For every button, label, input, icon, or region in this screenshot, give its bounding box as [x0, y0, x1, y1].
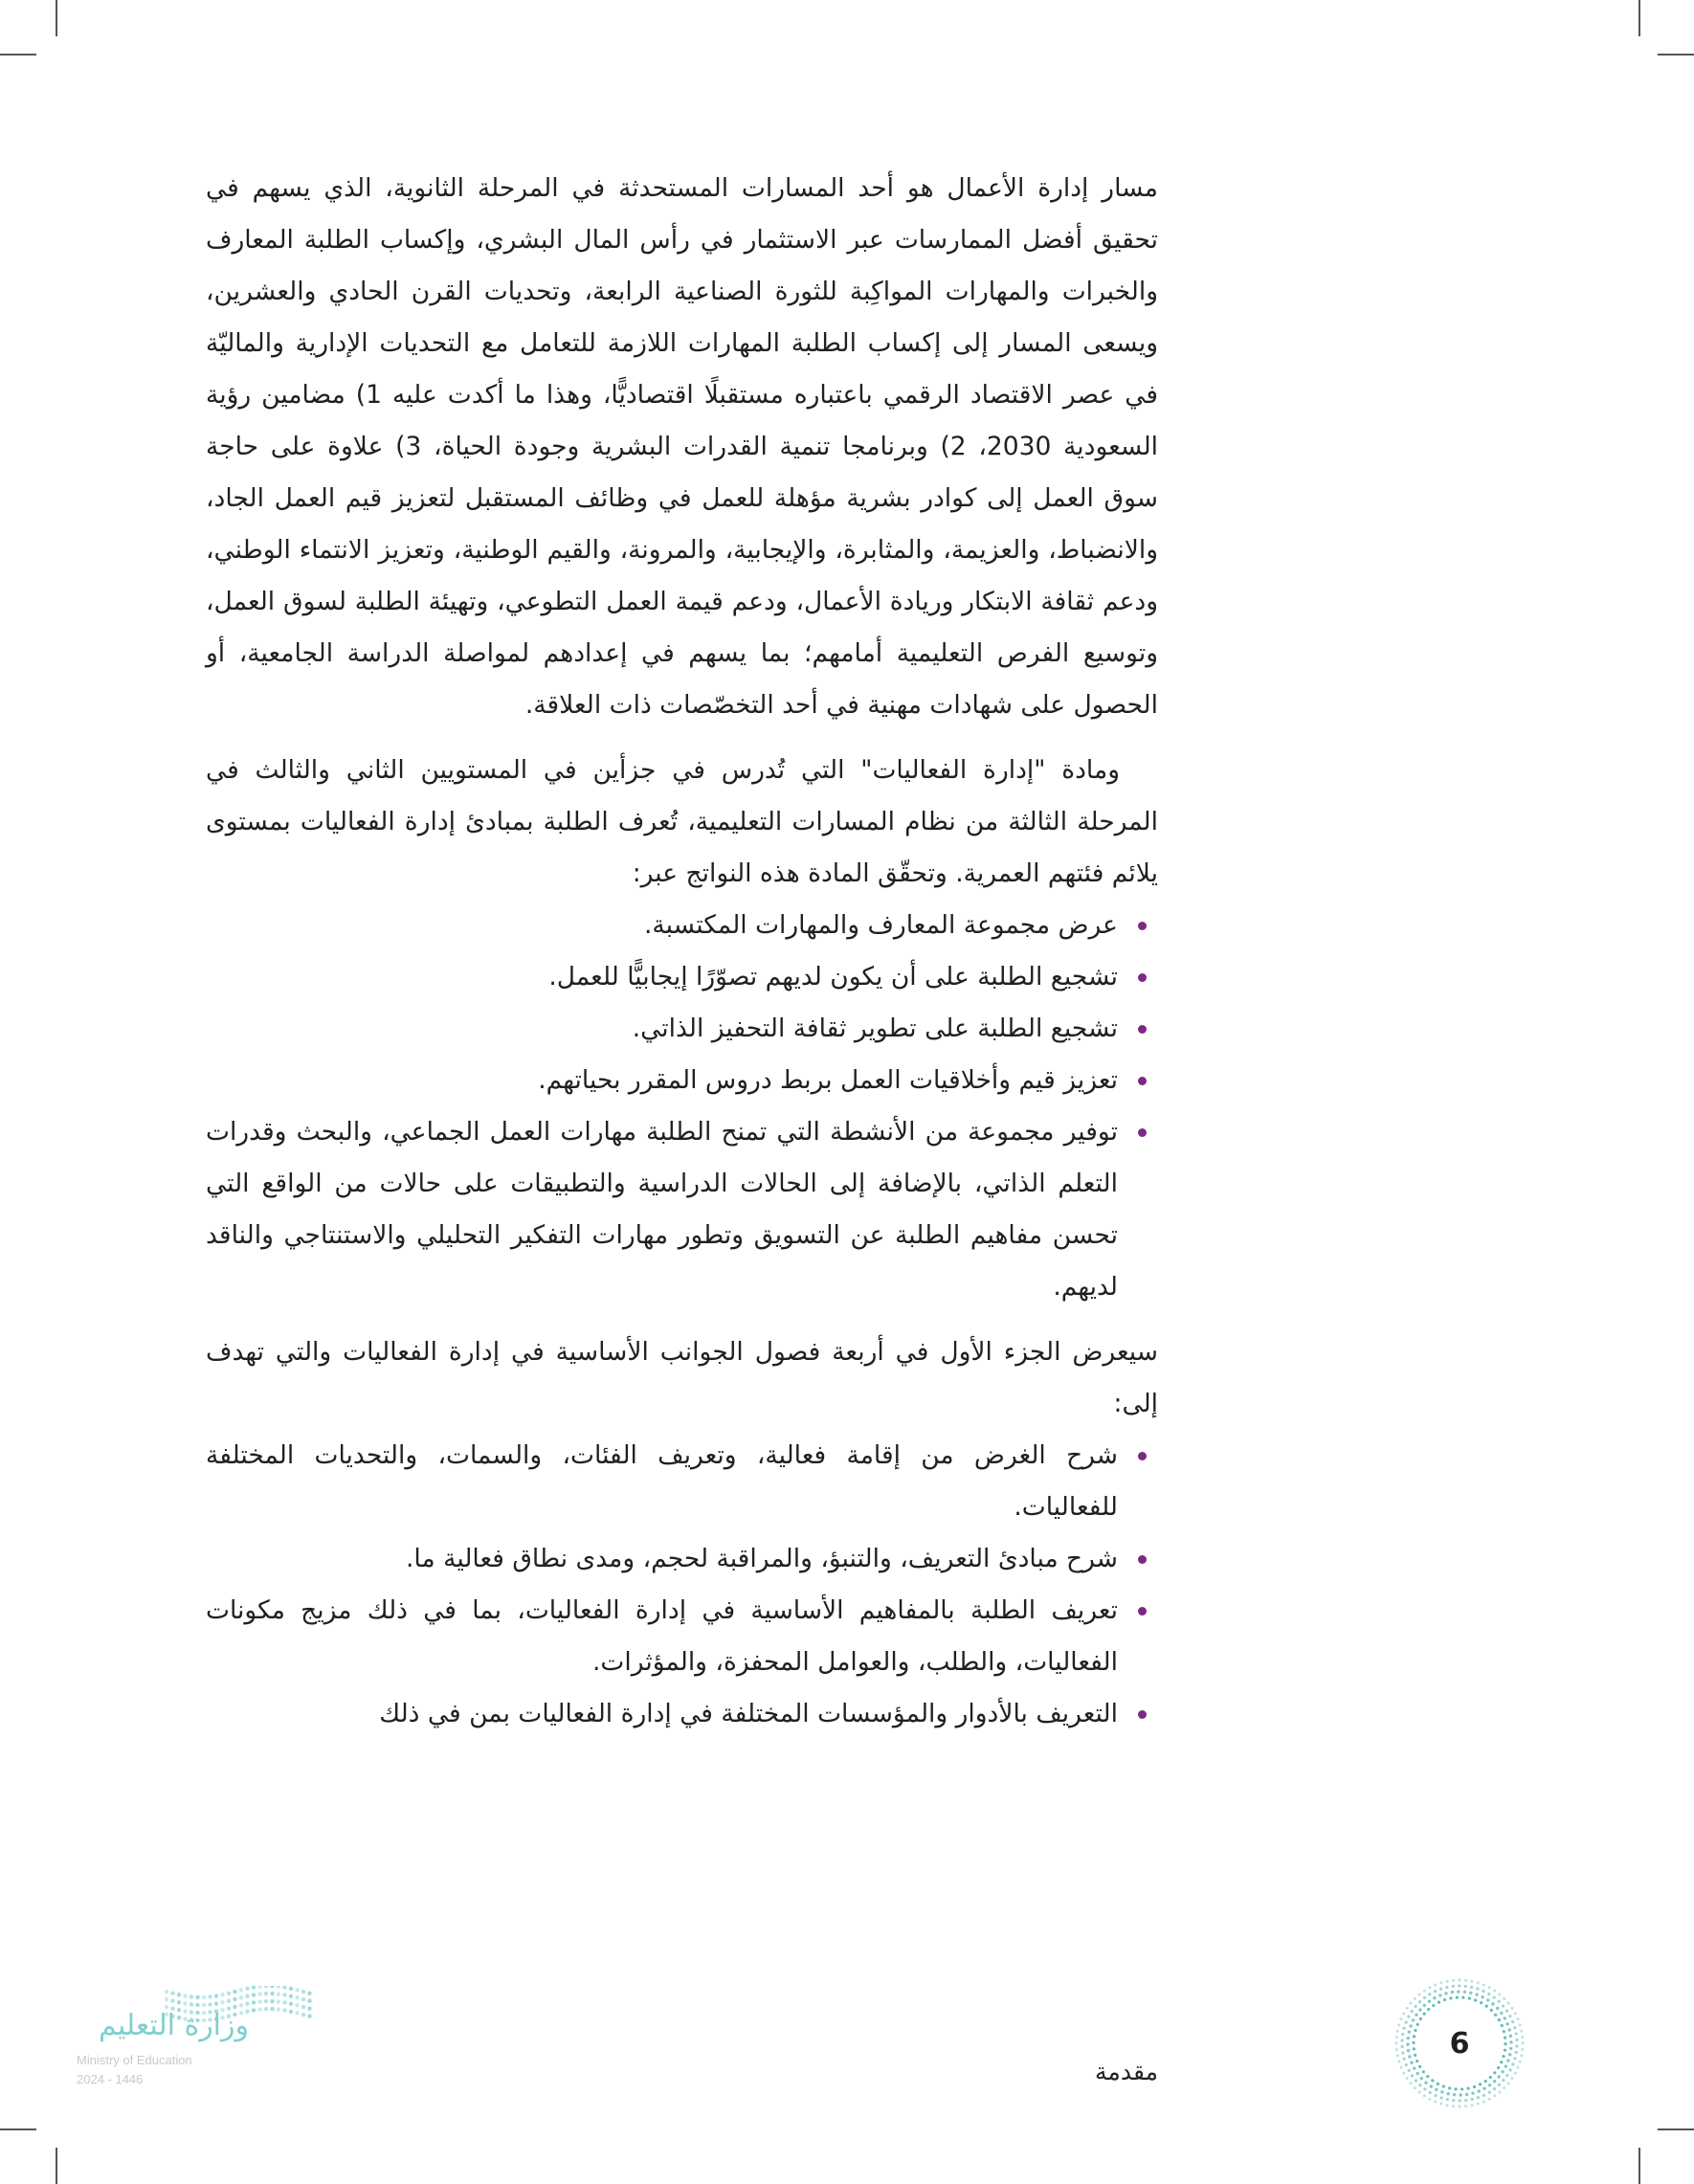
logo-dot: [277, 2007, 280, 2011]
crop-mark: [1638, 2148, 1640, 2184]
logo-dot: [307, 2015, 311, 2018]
logo-dot: [264, 1999, 268, 2003]
logo-dot: [233, 1990, 236, 1994]
logo-dot: [270, 1992, 274, 1995]
logo-dot: [214, 1994, 218, 1997]
logo-dot: [301, 1997, 305, 2001]
logo-dot: [307, 1999, 311, 2003]
logo-dot: [282, 1986, 286, 1990]
ministry-logo: [77, 1986, 325, 2158]
logo-dot: [307, 1992, 311, 1995]
logo-dot: [277, 1992, 280, 1995]
logo-dot: [245, 2002, 249, 2006]
page-number-badge: [1393, 1976, 1527, 2110]
list-item: تعريف الطلبة بالمفاهيم الأساسية في إدارة الفعاليات، بما في ذلك مزيج مكونات الفعاليات، والطلب، والعوامل المحفزة، والمؤثرات.: [206, 1585, 1118, 1688]
logo-dot: [307, 2007, 311, 2011]
logo-dot: [257, 1992, 261, 1995]
section-label: مقدمة: [1095, 2058, 1158, 2085]
logo-dot: [220, 2000, 224, 2004]
logo-dot: [208, 2002, 212, 2006]
list-item: التعريف بالأدوار والمؤسسات المختلفة في إدارة الفعاليات بمن في ذلك: [206, 1688, 1118, 1740]
logo-dot: [282, 2000, 286, 2004]
logo-dot: [295, 1988, 299, 1992]
logo-dot: [301, 2013, 305, 2017]
logo-dot: [183, 2001, 187, 2005]
crop-mark: [0, 54, 36, 56]
list-item: عرض مجموعة المعارف والمهارات المكتسبة.: [206, 900, 1118, 951]
logo-dot: [277, 1986, 280, 1989]
list-item: توفير مجموعة من الأنشطة التي تمنح الطلبة مهارات العمل الجماعي، والبحث وقدرات التعلم الذاتي، بالإضافة إلى الحالات الدراسية والتطبيقات على حالات من الواقع التي تحسن مفاهيم الطلبة عن التسويق وتطور مهارات التفكير التحليلي والاستنتاجي والناقد لديهم.: [206, 1106, 1118, 1313]
logo-dot: [289, 2002, 293, 2006]
list-item: شرح الغرض من إقامة فعالية، وتعريف الفئات، والسمات، والتحديات المختلفة للفعاليات.: [206, 1430, 1118, 1533]
logo-dot: [289, 2010, 293, 2014]
logo-dot: [177, 1993, 181, 1996]
logo-dot: [202, 1995, 206, 1999]
logo-dot: [252, 2000, 256, 2004]
list-item: تشجيع الطلبة على تطوير ثقافة التحفيز الذاتي.: [206, 1003, 1118, 1055]
logo-dot: [245, 1987, 249, 1991]
outcomes-list: [206, 900, 1158, 1313]
logo-dot: [264, 1986, 268, 1988]
objectives-list: [206, 1430, 1158, 1740]
logo-dot: [295, 2003, 299, 2007]
crop-mark: [1638, 0, 1640, 36]
logo-dot: [252, 2008, 256, 2012]
logo-dot: [189, 2002, 193, 2006]
logo-dot: [270, 2007, 274, 2011]
logo-dot: [227, 1991, 231, 1995]
logo-dot: [239, 1995, 243, 1999]
logo-dot: [301, 2005, 305, 2009]
logo-dot: [245, 1995, 249, 1998]
logo-dot: [214, 2001, 218, 2005]
crop-mark: [0, 2128, 36, 2130]
logo-dot: [183, 1994, 187, 1997]
logo-dot: [295, 1995, 299, 1999]
logo-dot: [239, 1988, 243, 1992]
logo-dot: [289, 1987, 293, 1991]
logo-dot: [264, 2007, 268, 2011]
intro-paragraph: مسار إدارة الأعمال هو أحد المسارات المستحدثة في المرحلة الثانوية، الذي يسهم في تحقيق أفضل الممارسات عبر الاستثمار في رأس المال البشري، وإكساب الطلبة المعارف والخبرات والمهارات المواكِبة للثورة الصناعية الرابعة، وتحديات القرن الحادي والعشرين، ويسعى المسار إلى إكساب الطلبة المهارات اللازمة للتعامل مع التحديات الإدارية والماليّة في عصر الاقتصاد الرقمي باعتباره مستقبلًا اقتصاديًّا، وهذا ما أكدت عليه 1) مضامين رؤية السعودية 2030، 2) وبرنامجا تنمية القدرات البشرية وجودة الحياة، 3) علاوة على حاجة سوق العمل إلى كوادر بشرية مؤهلة للعمل في وظائف المستقبل لتعزيز قيم العمل الجاد، والانضباط، والعزيمة، والمثابرة، والإيجابية، والمرونة، والقيم الوطنية، وتعزيز الانتماء الوطني، ودعم ثقافة الابتكار وريادة الأعمال، ودعم قيمة العمل التطوعي، وتهيئة الطلبة لسوق العمل، وتوسيع الفرص التعليمية أمامهم؛ بما يسهم في إعدادهم لمواصلة الدراسة الجامعية، أو الحصول على شهادات مهنية في أحد التخصّصات ذات العلاقة.: [206, 173, 1159, 720]
crop-mark: [1658, 2128, 1694, 2130]
list-item: تعزيز قيم وأخلاقيات العمل بربط دروس المقرر بحياتهم.: [206, 1055, 1118, 1106]
logo-dot: [295, 2011, 299, 2015]
list-item: تشجيع الطلبة على أن يكون لديهم تصوّرًا إيجابيًّا للعمل.: [206, 951, 1118, 1003]
logo-dot: [264, 1992, 268, 1995]
logo-dot: [257, 2007, 261, 2011]
logo-dot: [195, 2003, 199, 2007]
course-paragraph: ومادة "إدارة الفعاليات" التي تُدرس في جزأين في المستويين الثاني والثالث في المرحلة الثالثة من نظام المسارات التعليمية، تُعرف الطلبة بمبادئ إدارة الفعاليات بمستوى يلائم فئتهم العمرية. وتحقّق المادة هذه النواتج عبر:: [206, 755, 1158, 888]
logo-dot: [202, 2003, 206, 2007]
logo-dot: [177, 2000, 181, 2004]
logo-dot: [165, 1997, 168, 2001]
logo-dot: [282, 2008, 286, 2012]
logo-dot: [195, 1995, 199, 1999]
logo-dot: [233, 1997, 236, 2001]
page-body: [206, 163, 1158, 1740]
logo-dot: [277, 1999, 280, 2003]
page-number: 6: [1449, 2026, 1470, 2061]
part-one-paragraph: سيعرض الجزء الأول في أربعة فصول الجوانب الأساسية في إدارة الفعاليات والتي تهدف إلى:: [206, 1337, 1158, 1418]
logo-dot: [189, 1995, 193, 1998]
logo-year-text: 2024 - 1446: [77, 2072, 144, 2086]
crop-mark: [1658, 54, 1694, 56]
logo-dot: [257, 1986, 261, 1989]
list-item: شرح مبادئ التعريف، والتنبؤ، والمراقبة لحجم، ومدى نطاق فعالية ما.: [206, 1533, 1118, 1585]
logo-dot: [270, 1999, 274, 2003]
logo-dot: [252, 1993, 256, 1996]
crop-mark: [56, 2148, 57, 2184]
logo-english-text: Ministry of Education: [77, 2053, 192, 2067]
logo-dot: [170, 1998, 174, 2002]
logo-dot: [289, 1995, 293, 1998]
logo-dot: [257, 1999, 261, 2003]
logo-arabic-text: وزارة التعليم: [98, 2009, 249, 2042]
logo-dot: [208, 1995, 212, 1998]
logo-dot: [227, 1998, 231, 2002]
logo-dot: [270, 1986, 274, 1988]
logo-dot: [165, 1990, 168, 1994]
logo-dot: [170, 1991, 174, 1995]
crop-mark: [56, 0, 57, 36]
logo-dot: [301, 1990, 305, 1994]
logo-dot: [220, 1993, 224, 1996]
logo-dot: [239, 2003, 243, 2007]
logo-dot: [282, 1993, 286, 1996]
logo-dot: [252, 1986, 256, 1990]
